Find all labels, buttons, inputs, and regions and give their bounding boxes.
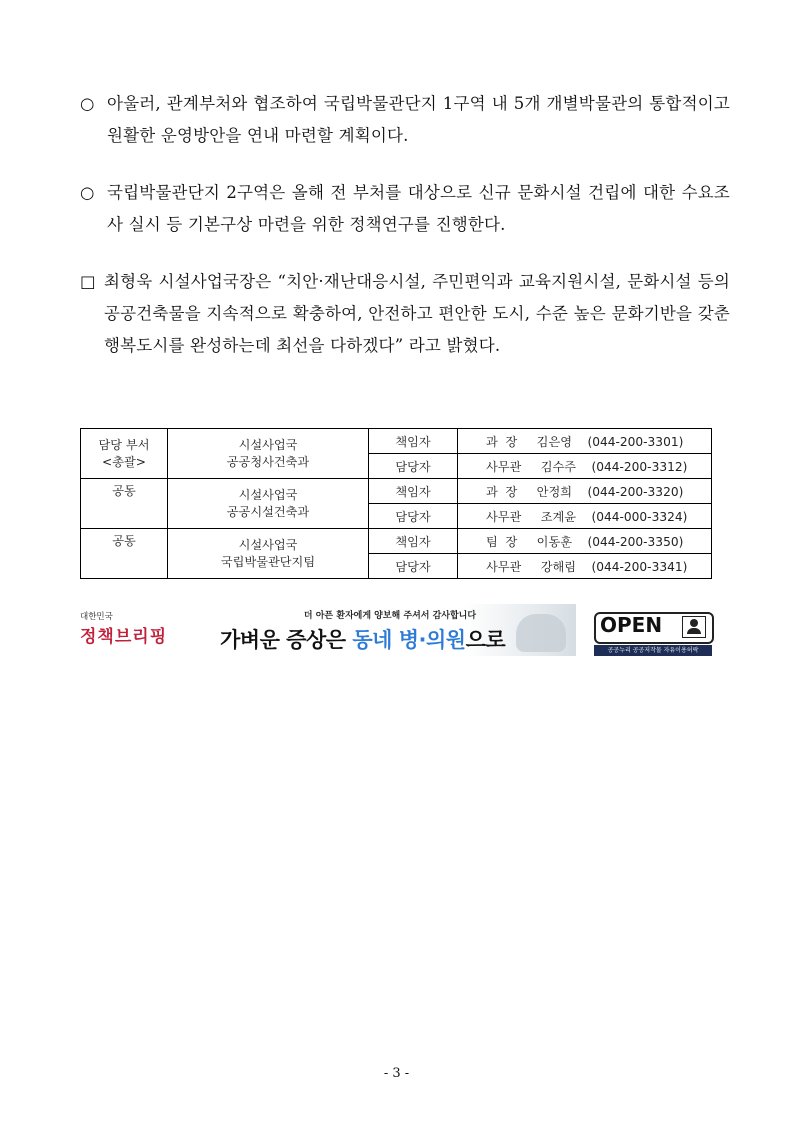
role-cell: 책임자 (369, 429, 458, 454)
role-cell: 담당자 (369, 454, 458, 479)
person-cell: 사무관 김수주 (044-200-3312) (458, 454, 712, 479)
org-cell: 시설사업국 공공청사건축과 (168, 429, 369, 479)
dept-cell: 담당 부서 <총괄> (81, 429, 168, 479)
person-cell: 사무관 강해림 (044-200-3341) (458, 554, 712, 579)
org-cell: 시설사업국 국립박물관단지팀 (168, 529, 369, 579)
paragraph-3 (80, 266, 730, 362)
banner-image (516, 614, 566, 652)
paragraph-1 (80, 88, 730, 152)
table-row (81, 429, 712, 454)
person-cell: 과 장 안정희 (044-200-3320) (458, 479, 712, 504)
role-cell: 책임자 (369, 529, 458, 554)
paragraph-text: 국립박물관단지 2구역은 올해 전 부처를 대상으로 신규 문화시설 건립에 대한 수요조사 실시 등 기본구상 마련을 위한 정책연구를 진행한다. (107, 183, 730, 234)
person-cell: 팀 장 이동훈 (044-200-3350) (458, 529, 712, 554)
campaign-banner[interactable]: 더 아픈 환자에게 양보해 주셔서 감사합니다 가벼운 증상은 동네 병·의원으로 (204, 604, 576, 656)
role-cell: 담당자 (369, 504, 458, 529)
person-cell: 과 장 김은영 (044-200-3301) (458, 429, 712, 454)
footer-logos (80, 604, 712, 658)
person-cell: 사무관 조계윤 (044-000-3324) (458, 504, 712, 529)
paragraph-2 (80, 177, 730, 241)
policy-briefing-logo[interactable]: 대한민국 정책브리핑 (80, 612, 168, 647)
table-row (81, 529, 712, 554)
person-icon (682, 616, 706, 638)
dept-cell: 공동 (81, 529, 168, 579)
table-row (81, 479, 712, 504)
kogl-open-badge[interactable]: OPEN 공공누리 공공저작물 자유이용허락 (594, 612, 712, 656)
paragraph-text: 아울러, 관계부처와 협조하여 국립박물관단지 1구역 내 5개 개별박물관의 통합적이고 원활한 운영방안을 연내 마련할 계획이다. (107, 94, 730, 145)
page-number: - 3 - (383, 1066, 410, 1081)
bullet-square: □ (80, 272, 96, 291)
org-cell: 시설사업국 공공시설건축과 (168, 479, 369, 529)
role-cell: 책임자 (369, 479, 458, 504)
contact-table (80, 428, 712, 579)
bullet-circle: ○ (80, 183, 95, 202)
paragraph-text: 최형욱 시설사업국장은 “치안·재난대응시설, 주민편익과 교육지원시설, 문화시설 등의 공공건축물을 지속적으로 확충하여, 안전하고 편안한 도시, 수준 높은 문화기반을 갖춘 행복도시를 완성하는데 최선을 다하겠다” 라고 밝혔다. (104, 272, 730, 355)
role-cell: 담당자 (369, 554, 458, 579)
bullet-circle: ○ (80, 94, 95, 113)
dept-cell: 공동 (81, 479, 168, 529)
